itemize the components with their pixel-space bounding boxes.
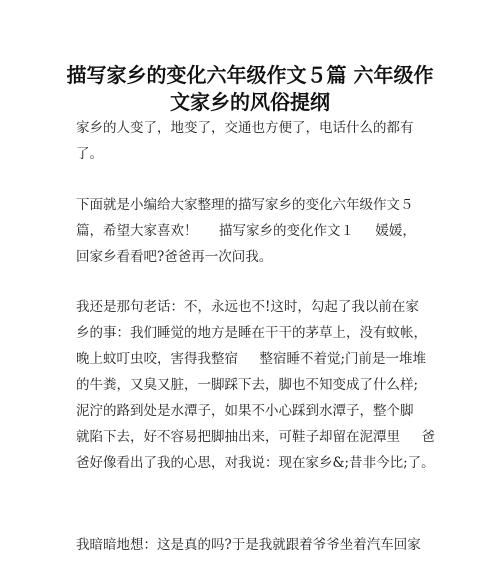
paragraph-line: 就陷下去，好不容易把脚抽出来，可鞋子却留在泥潭里 爸 bbox=[76, 429, 435, 445]
document-title-line-2: 文家乡的风俗提纲 bbox=[170, 90, 330, 114]
document-title-line-1: 描写家乡的变化六年级作文５篇 六年级作 bbox=[66, 63, 434, 87]
paragraph-line: 乡的事：我们睡觉的地方是睡在干干的茅草上，没有蚊帐， bbox=[76, 325, 427, 341]
paragraph-line: 回家乡看看吧?爸爸再一次问我。 bbox=[76, 249, 273, 265]
paragraph-line: 下面就是小编给大家整理的描写家乡的变化六年级作文５ bbox=[76, 197, 414, 213]
paragraph-line: 我暗暗地想：这是真的吗?于是我就跟着爷爷坐着汽车回家 bbox=[76, 537, 421, 553]
paragraph-line: 了。 bbox=[76, 146, 103, 162]
paragraph-line: 爸好像看出了我的心思，对我说：现在家乡&;昔非今比;了。 bbox=[76, 455, 435, 471]
paragraph-line: 泥泞的路到处是水潭子，如果不小心踩到水潭子，整个脚 bbox=[76, 403, 414, 419]
paragraph-line: 我还是那句老话：不，永远也不!这时，勾起了我以前在家 bbox=[76, 299, 419, 315]
paragraph-line: 家乡的人变了，地变了，交通也方便了，电话什么的都有 bbox=[76, 120, 414, 136]
paragraph-line: 的牛粪，又臭又脏，一脚踩下去，脚也不知变成了什么样; bbox=[76, 377, 419, 393]
paragraph-line: 篇，希望大家喜欢！ 描写家乡的变化作文１ 媛媛， bbox=[76, 223, 416, 239]
paragraph-line: 晚上蚊叮虫咬，害得我整宿 整宿睡不着觉;门前是一堆堆 bbox=[76, 351, 427, 367]
